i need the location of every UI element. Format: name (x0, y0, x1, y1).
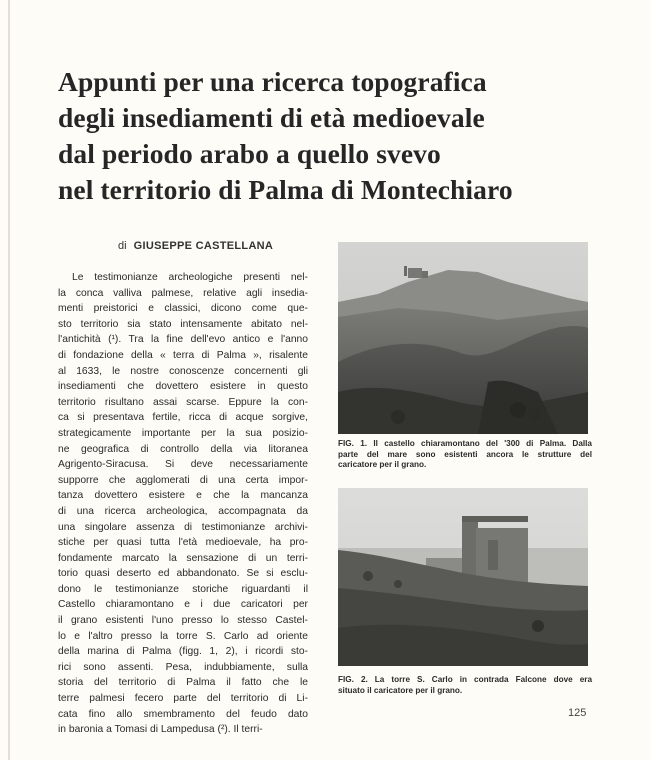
body-line: di una ricerca archeologica, accompagnata da (58, 505, 308, 517)
body-line: fondamente marcato la sensazione di un terri- (58, 552, 308, 564)
body-line: la conca valliva palmese, relative agli insedia- (58, 287, 308, 299)
body-line: della marina di Palma (figg. 1, 2), i ricordi sto- (58, 646, 308, 658)
body-line: sto territorio sia stato intensamente abitato nel- (58, 318, 308, 330)
caption-line: FIG. 1. Il castello chiaramontano del '300 di Palma. Dalla (338, 439, 592, 448)
caption-line: situato il caricatore per il grano. (338, 685, 463, 695)
body-line: il grano esistenti l'uno presso lo stesso Castel- (58, 615, 308, 627)
figure-1-photo (338, 242, 588, 434)
body-line: Le testimonianze archeologiche presenti nel- (72, 272, 308, 283)
body-line: storia del territorio di Palma il fatto che le (58, 677, 308, 689)
body-line: ne geografica di controllo della via litoranea (58, 443, 308, 455)
body-line: l'antichità (¹). Tra la fine dell'evo antico e l'anno (58, 334, 308, 346)
body-line: di fondazione della « terra di Palma », risalente (58, 349, 308, 361)
title-line: nel territorio di Palma di Montechiaro (58, 174, 513, 205)
caption-line: parte del mare sono esistenti ancora le strutture del (338, 449, 592, 459)
body-line: torio quasi deserto ed abbandonato. Se si esclu- (58, 568, 308, 580)
article-title (58, 64, 618, 208)
author-name: GIUSEPPE CASTELLANA (133, 240, 274, 252)
title-line: Appunti per una ricerca topografica (58, 66, 487, 97)
figure-1-caption (338, 439, 592, 471)
article-body (58, 270, 308, 738)
caption-line: FIG. 2. La torre S. Carlo in contrada Falcone dove era (338, 675, 592, 684)
title-line: degli insediamenti di età medioevale (58, 102, 485, 133)
body-line: Agrigento-Siracusa. Si deve necessariamente (58, 459, 308, 471)
body-line: cata fino allo smembramento del feudo dato (58, 708, 308, 720)
body-line: strategicamente importante per la sua posizio- (58, 427, 308, 439)
body-line: tanza dovettero esistere e che la mancanza (58, 490, 308, 502)
author-prefix: di (118, 240, 127, 252)
body-line: rici sono assenti. Pesa, indubbiamente, sulla (58, 661, 308, 673)
title-line: dal periodo arabo a quello svevo (58, 138, 441, 169)
body-line: stiche per quasi tutta l'età medioevale, ha pro- (58, 537, 308, 549)
body-line: una singolare assenza di testimonianze archivi- (58, 521, 308, 533)
body-line: supporre che agglomerati di una certa impor- (58, 474, 308, 486)
body-line: al 1633, le nostre conoscenze concernenti gli (58, 365, 308, 377)
body-line: lo e l'altro presso la torre S. Carlo ad oriente (58, 630, 308, 642)
body-line: insediamenti che dovettero esistere in questo (58, 381, 308, 393)
body-line: territorio risultano assai scarse. Eppure la con- (58, 396, 308, 408)
figure-2-caption (338, 675, 592, 696)
tower-landscape-image (338, 488, 588, 666)
body-line: Castello chiaramontano e i due caricatori per (58, 599, 308, 611)
body-line: terre palmesi fecero parte del territorio di Li- (58, 693, 308, 705)
caption-line: caricatore per il grano. (338, 460, 427, 470)
author-byline (118, 240, 273, 252)
page-number: 125 (568, 707, 587, 719)
body-line: dono le testimonianze storiche riguardanti il (58, 583, 308, 595)
castle-landscape-image (338, 242, 588, 434)
body-line: menti preistorici e classici, dicono come que- (58, 303, 308, 315)
figure-2-photo (338, 488, 588, 666)
body-line: in baronia a Tomasi di Lampedusa (²). Il terri- (58, 724, 263, 736)
body-line: ca si presentava fertile, ricca di acque sorgive, (58, 412, 308, 424)
page-fold-shadow (8, 0, 10, 760)
